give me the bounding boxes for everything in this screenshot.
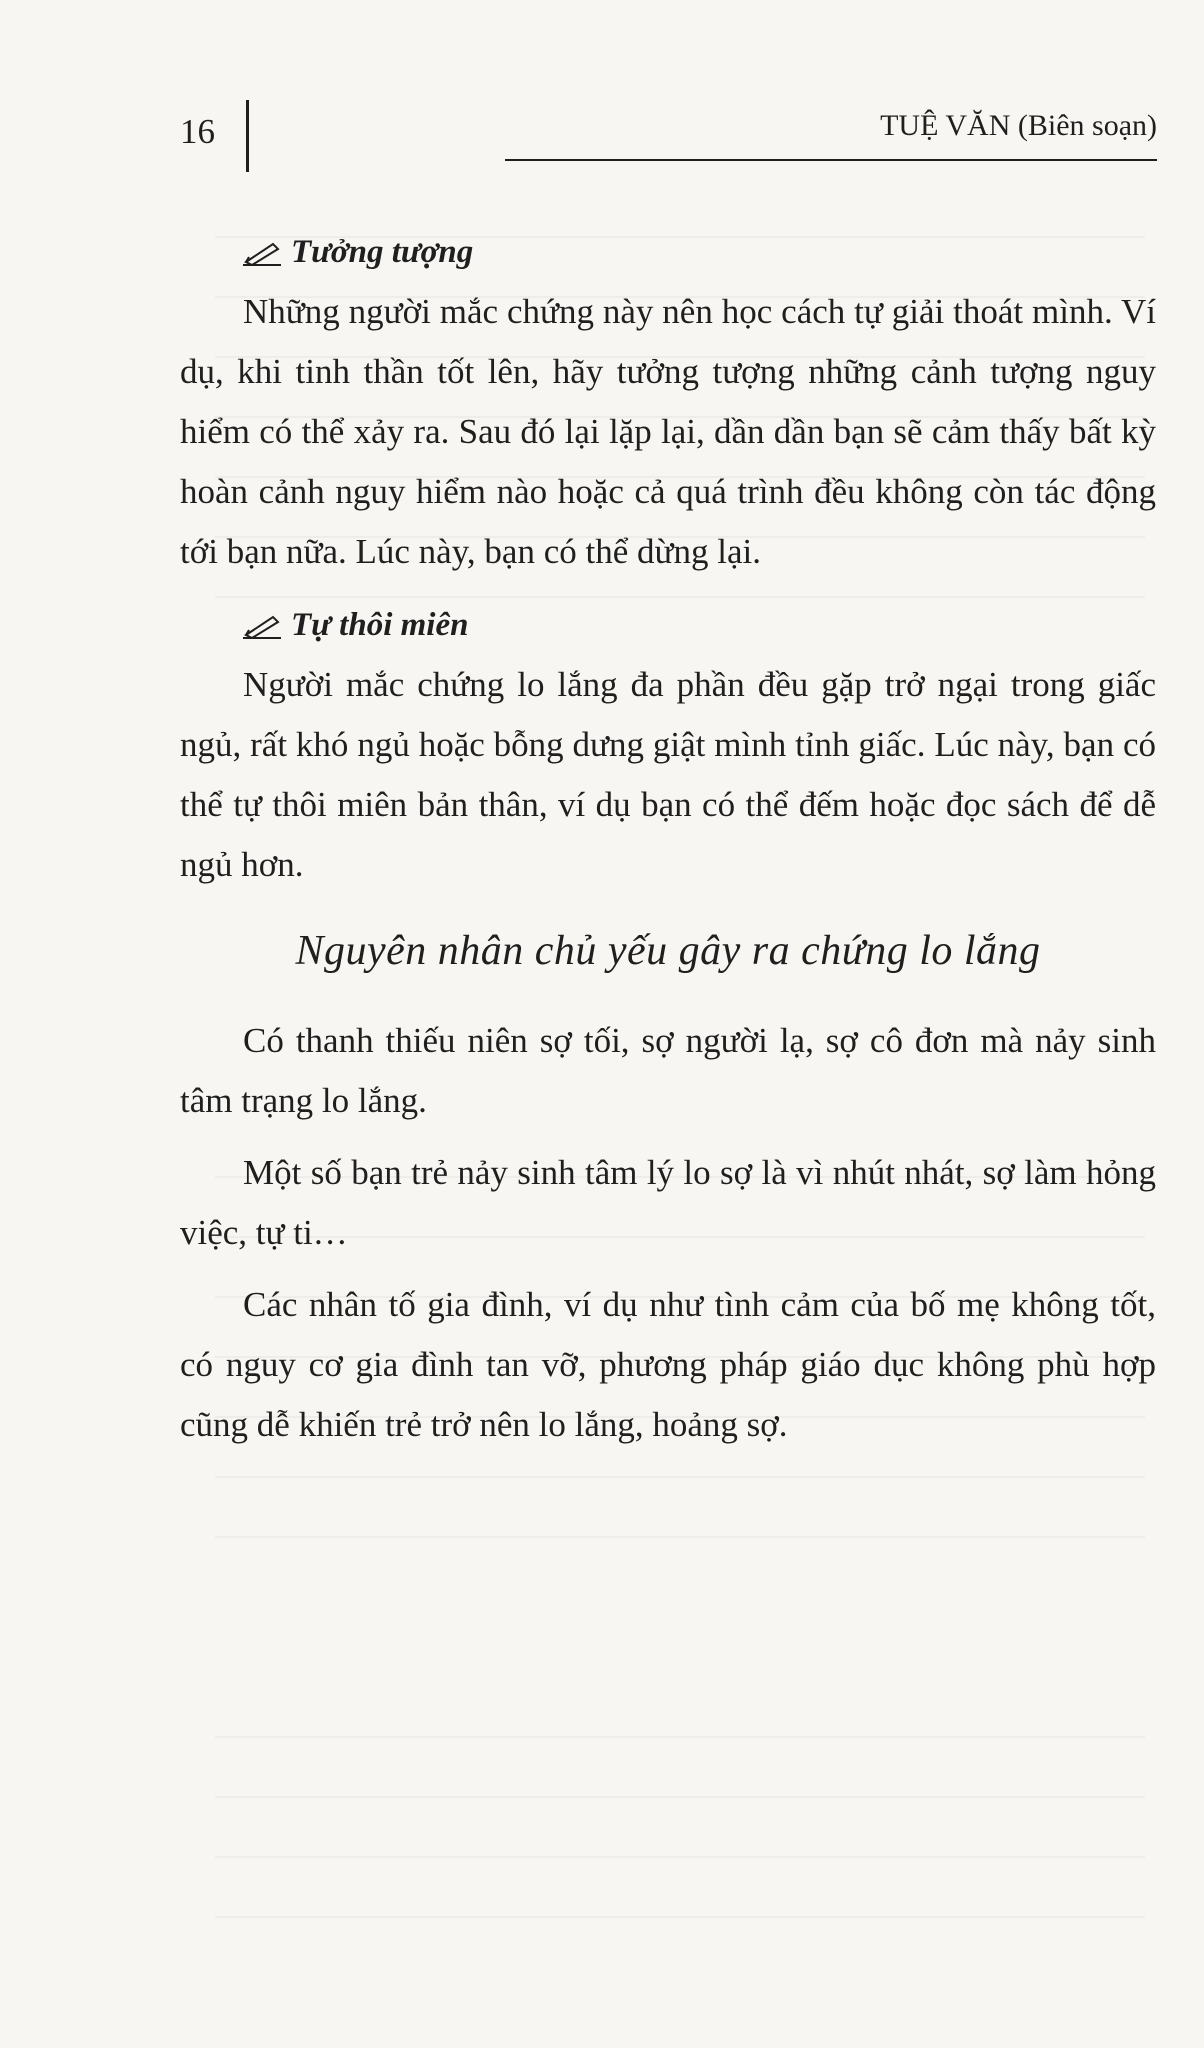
paragraph: Một số bạn trẻ nảy sinh tâm lý lo sợ là vì nhút nhát, sợ làm hỏng việc, tự ti… [180, 1153, 1156, 1252]
page-number: 16 [180, 112, 215, 151]
subheading-text: Tưởng tượng [291, 234, 474, 270]
header-rule [505, 159, 1157, 161]
paragraph: Có thanh thiếu niên sợ tối, sợ người lạ, sợ cô đơn mà nảy sinh tâm trạng lo lắng. [180, 1021, 1156, 1120]
running-head: TUỆ VĂN (Biên soạn) [880, 109, 1157, 142]
subheading-imagination [243, 222, 1156, 282]
section-title: Nguyên nhân chủ yếu gây ra chứng lo lắng [295, 928, 1041, 974]
paragraph: Các nhân tố gia đình, ví dụ như tình cảm của bố mẹ không tốt, có nguy cơ gia đình tan vỡ, phương pháp giáo dục không phù hợp cũng dễ khiến trẻ trở nên lo lắng, hoảng sợ. [180, 1285, 1156, 1444]
pencil-icon [243, 238, 281, 266]
paragraph: Người mắc chứng lo lắng đa phần đều gặp trở ngại trong giấc ngủ, rất khó ngủ hoặc bỗng dưng giật mình tỉnh giấc. Lúc này, bạn có thể tự thôi miên bản thân, ví dụ bạn có thể đếm hoặc đọc sách để dễ ngủ hơn. [180, 665, 1156, 884]
page-header [0, 0, 1204, 180]
subheading-text: Tự thôi miên [291, 607, 469, 643]
page-body [180, 222, 1156, 1455]
header-divider-bar [246, 100, 249, 172]
paragraph: Những người mắc chứng này nên học cách tự giải thoát mình. Ví dụ, khi tinh thần tốt lên, hãy tưởng tượng những cảnh tượng nguy hiểm có thể xảy ra. Sau đó lại lặp lại, dần dần bạn sẽ cảm thấy bất kỳ hoàn cảnh nguy hiểm nào hoặc cả quá trình đều không còn tác động tới bạn nữa. Lúc này, bạn có thể dừng lại. [180, 292, 1156, 571]
pencil-icon [243, 611, 281, 639]
subheading-self-hypnosis [243, 595, 1156, 655]
